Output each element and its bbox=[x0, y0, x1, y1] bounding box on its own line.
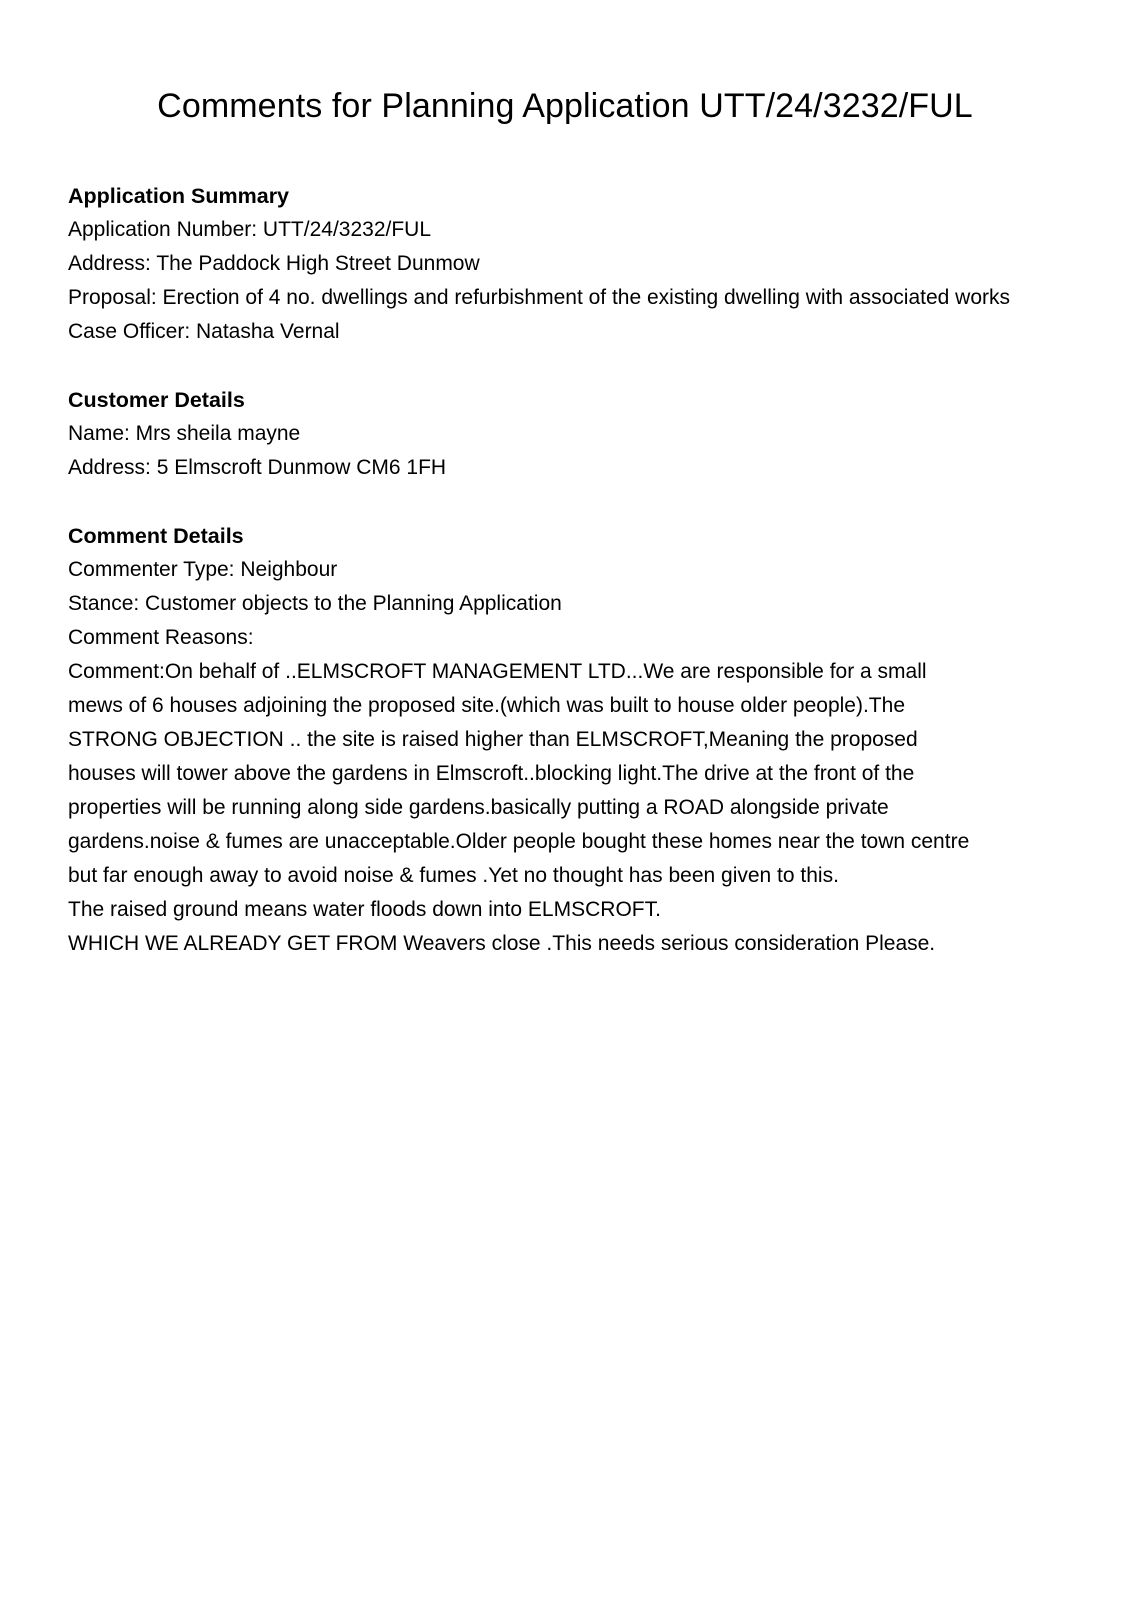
customer-details-heading: Customer Details bbox=[68, 388, 245, 412]
comment-line: but far enough away to avoid noise & fumes .Yet no thought has been given to this. bbox=[68, 864, 839, 887]
customer-details-section bbox=[68, 383, 1068, 485]
document-body bbox=[68, 179, 1068, 995]
commenter-type: Commenter Type: Neighbour bbox=[68, 558, 338, 581]
application-summary-section bbox=[68, 179, 1068, 349]
comment-line: Comment:On behalf of ..ELMSCROFT MANAGEMENT LTD...We are responsible for a small bbox=[68, 660, 927, 683]
comment-details-section bbox=[68, 519, 1068, 961]
application-number: Application Number: UTT/24/3232/FUL bbox=[68, 218, 431, 241]
customer-name: Name: Mrs sheila mayne bbox=[68, 422, 301, 445]
comment-line: properties will be running along side gardens.basically putting a ROAD alongside private bbox=[68, 796, 889, 819]
stance: Stance: Customer objects to the Planning Application bbox=[68, 592, 562, 615]
application-address: Address: The Paddock High Street Dunmow bbox=[68, 252, 480, 275]
comment-reasons: Comment Reasons: bbox=[68, 626, 254, 649]
comment-line: The raised ground means water floods down into ELMSCROFT. bbox=[68, 898, 661, 921]
comment-details-heading: Comment Details bbox=[68, 524, 244, 548]
comment-line: STRONG OBJECTION .. the site is raised higher than ELMSCROFT,Meaning the proposed bbox=[68, 728, 918, 751]
customer-address: Address: 5 Elmscroft Dunmow CM6 1FH bbox=[68, 456, 447, 479]
page-title: Comments for Planning Application UTT/24/3232/FUL bbox=[157, 87, 973, 125]
application-proposal: Proposal: Erection of 4 no. dwellings and refurbishment of the existing dwelling with associated works bbox=[68, 286, 1010, 309]
comment-line: WHICH WE ALREADY GET FROM Weavers close .This needs serious consideration Please. bbox=[68, 932, 936, 955]
comment-line: gardens.noise & fumes are unacceptable.Older people bought these homes near the town centre bbox=[68, 830, 970, 853]
application-summary-heading: Application Summary bbox=[68, 184, 290, 208]
comment-line: houses will tower above the gardens in Elmscroft..blocking light.The drive at the front of the bbox=[68, 762, 915, 785]
comment-line: mews of 6 houses adjoining the proposed site.(which was built to house older people).The bbox=[68, 694, 905, 717]
case-officer: Case Officer: Natasha Vernal bbox=[68, 320, 340, 343]
